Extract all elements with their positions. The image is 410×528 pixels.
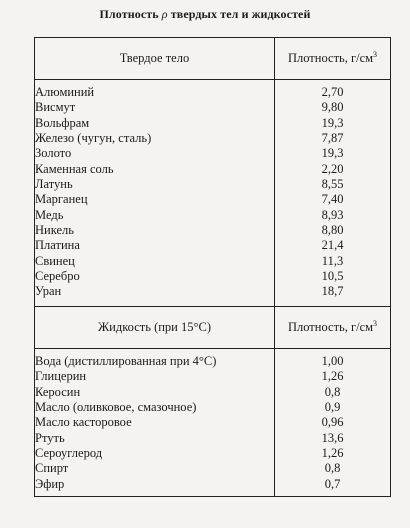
solids-row-density: 2,70 [275,80,391,101]
solids-row [35,254,391,269]
solids-row [35,177,391,192]
liquids-row [35,415,391,430]
liquids-row-density: 1,00 [275,348,391,369]
liquids-row-name: Вода (дистиллированная при 4°C) [35,348,275,369]
liquids-row-name: Ртуть [35,431,275,446]
liquids-row-density: 0,8 [275,385,391,400]
solids-row-density: 7,40 [275,192,391,207]
solids-row-name: Латунь [35,177,275,192]
liquids-row-density: 0,9 [275,400,391,415]
solids-row-density: 19,3 [275,146,391,161]
solids-row [35,192,391,207]
solids-row [35,208,391,223]
solids-row-density: 19,3 [275,116,391,131]
solids-row-density: 2,20 [275,162,391,177]
liquids-row-density: 13,6 [275,431,391,446]
solids-row [35,131,391,146]
solids-row-name: Вольфрам [35,116,275,131]
solids-row-density: 21,4 [275,238,391,253]
solids-row [35,223,391,238]
solids-row [35,284,391,306]
liquids-row-density: 1,26 [275,446,391,461]
solids-row-density: 10,5 [275,269,391,284]
liquids-row [35,431,391,446]
solids-row-name: Платина [35,238,275,253]
liquids-row [35,369,391,384]
solids-row [35,100,391,115]
page-title [0,7,410,22]
solids-row [35,146,391,161]
liquids-section [35,306,391,496]
solids-row-name: Уран [35,284,275,306]
density-table [34,37,391,497]
title-text-start: Плотность [99,7,162,21]
liquids-row [35,477,391,497]
solids-row-name: Никель [35,223,275,238]
liquids-row-density: 0,96 [275,415,391,430]
solids-row [35,80,391,101]
solids-row-density: 9,80 [275,100,391,115]
liquids-header-value [275,306,391,348]
liquids-row-name: Масло (оливковое, смазочное) [35,400,275,415]
solids-row [35,269,391,284]
solids-header-value [275,38,391,80]
solids-row-density: 7,87 [275,131,391,146]
solids-header-value-text: Плотность, г/см [287,51,374,65]
liquids-row-name: Глицерин [35,369,275,384]
solids-row [35,162,391,177]
liquids-row [35,446,391,461]
liquids-row-name: Сероуглерод [35,446,275,461]
solids-row-name: Свинец [35,254,275,269]
solids-row [35,116,391,131]
solids-row-density: 8,55 [275,177,391,192]
liquids-header-value-text: Плотность, г/см [287,319,374,334]
liquids-row-density: 0,8 [275,461,391,476]
solids-row-density: 8,93 [275,208,391,223]
liquids-row-name: Масло касторовое [35,415,275,430]
solids-row-name: Железо (чугун, сталь) [35,131,275,146]
solids-header-unit-exponent: 3 [373,49,378,59]
liquids-row [35,385,391,400]
solids-row-name: Серебро [35,269,275,284]
solids-row [35,238,391,253]
liquids-row-name: Керосин [35,385,275,400]
liquids-row [35,461,391,476]
liquids-row-name: Эфир [35,477,275,497]
liquids-row-density: 0,7 [275,477,391,497]
liquids-row [35,400,391,415]
solids-row-name: Золото [35,146,275,161]
liquids-row-name: Спирт [35,461,275,476]
liquids-header-row [35,306,391,348]
solids-header-row [35,38,391,80]
solids-row-name: Висмут [35,100,275,115]
liquids-header-unit-exponent: 3 [373,318,378,328]
solids-header-name: Твердое тело [35,38,275,80]
solids-row-density: 8,80 [275,223,391,238]
density-symbol: ρ [161,7,168,21]
title-text-end: твердых тел и жидкостей [167,7,311,21]
solids-row-name: Каменная соль [35,162,275,177]
solids-row-name: Марганец [35,192,275,207]
solids-row-name: Алюминий [35,80,275,101]
liquids-header-name: Жидкость (при 15°C) [35,306,275,348]
solids-row-density: 11,3 [275,254,391,269]
solids-row-density: 18,7 [275,284,391,306]
liquids-row-density: 1,26 [275,369,391,384]
liquids-row [35,348,391,369]
solids-section [35,38,391,307]
solids-row-name: Медь [35,208,275,223]
